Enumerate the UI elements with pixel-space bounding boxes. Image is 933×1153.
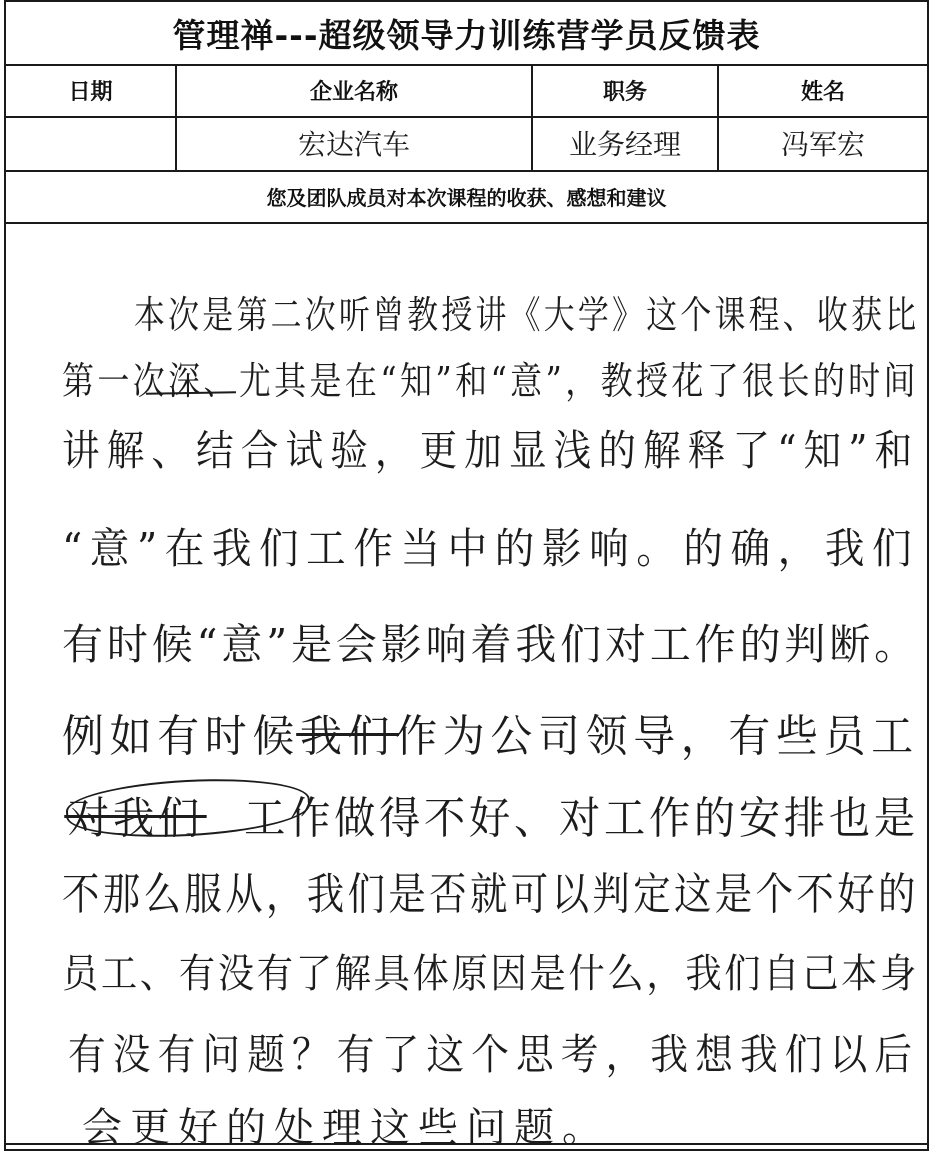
feedback-body bbox=[6, 222, 927, 1153]
date-header: 日期 bbox=[6, 64, 177, 116]
feedback-line-4: “意”在我们工作当中的影响。的确，我们 bbox=[62, 524, 920, 573]
line-6-struck-text: 我们 bbox=[300, 700, 395, 764]
feedback-line-5: 有时候“意”是会影响着我们对工作的判断。 bbox=[62, 620, 919, 669]
line-7-suffix: 工作做得不好、对工作的安排也是 bbox=[244, 793, 919, 844]
line-6-suffix: 作为公司领导，有些员工 bbox=[395, 711, 919, 762]
date-value bbox=[6, 116, 177, 170]
feedback-line-9: 员工、有没有了解具体原因是什么，我们自己本身 bbox=[62, 951, 920, 997]
feedback-line-6 bbox=[62, 700, 919, 764]
feedback-line-3: 讲解、结合试验，更加显浅的解释了“知”和 bbox=[62, 426, 920, 475]
company-value: 宏达汽车 bbox=[177, 116, 533, 170]
position-value: 业务经理 bbox=[533, 116, 719, 170]
feedback-line-11: 会更好的处理这些问题。 bbox=[82, 1105, 610, 1151]
header-row bbox=[6, 64, 927, 118]
name-value: 冯军宏 bbox=[780, 128, 865, 161]
feedback-line-7 bbox=[68, 782, 919, 846]
bottom-rule bbox=[6, 1143, 927, 1145]
line-7-struck-text: 对我们 bbox=[68, 782, 203, 846]
section-prompt: 您及团队成员对本次课程的收获、感想和建议 bbox=[6, 170, 927, 224]
feedback-line-8: 不那么服从，我们是否就可以判定这是个不好的 bbox=[62, 869, 919, 920]
form-title: 管理禅---超级领导力训练营学员反馈表 bbox=[6, 2, 927, 66]
feedback-form bbox=[4, 0, 929, 1151]
line-6-prefix: 例如有时候 bbox=[62, 711, 300, 762]
feedback-line-2: 第一次深、尤其是在“知”和“意”，教授花了很长的时间 bbox=[62, 359, 919, 403]
feedback-line-10: 有没有问题？有了这个思考，我想我们以后 bbox=[68, 1030, 920, 1079]
value-row bbox=[6, 116, 927, 172]
feedback-line-1: 本次是第二次听曾教授讲《大学》这个课程、收获比 bbox=[134, 293, 920, 337]
name-header: 姓名 bbox=[800, 79, 845, 105]
company-header: 企业名称 bbox=[177, 64, 533, 116]
position-header: 职务 bbox=[533, 64, 719, 116]
